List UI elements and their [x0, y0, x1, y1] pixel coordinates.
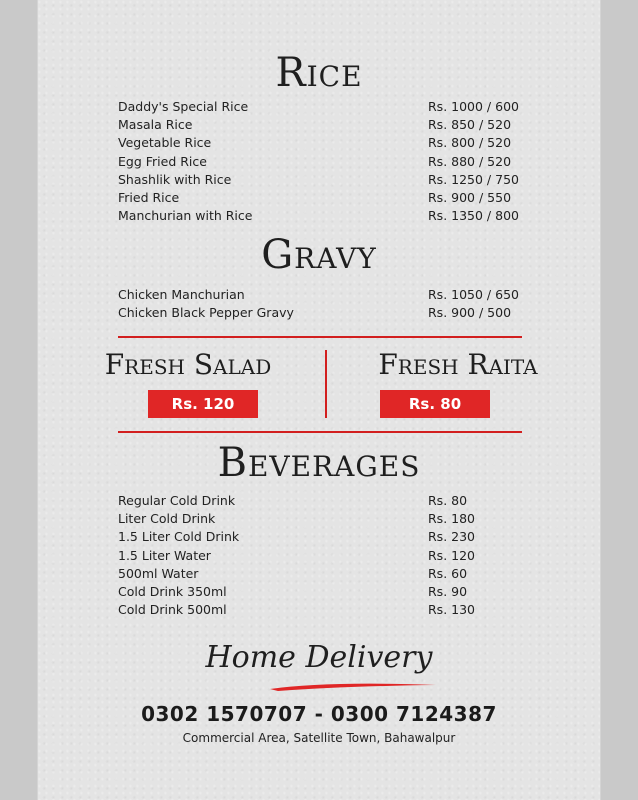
item-name: Egg Fried Rice — [118, 153, 207, 169]
list-item — [118, 584, 538, 602]
item-name: 1.5 Liter Water — [118, 547, 211, 563]
list-item — [118, 511, 538, 529]
item-price: Rs. 1000 / 600 — [428, 99, 519, 114]
item-price: Rs. 800 / 520 — [428, 135, 512, 151]
gravy-heading: Gravy — [261, 232, 377, 278]
list-item — [118, 208, 538, 226]
raita-heading: Fresh Raita — [378, 348, 538, 381]
item-name: Liter Cold Drink — [118, 511, 216, 527]
list-item — [118, 172, 538, 190]
list-item — [118, 154, 538, 172]
list-item — [118, 287, 538, 305]
beverages-heading: Beverages — [217, 440, 421, 486]
list-item — [118, 548, 538, 566]
rice-list — [118, 99, 538, 226]
raita-price-badge: Rs. 80 — [380, 390, 490, 418]
menu-page — [38, 0, 600, 800]
vertical-divider — [325, 350, 327, 418]
list-item — [118, 602, 538, 620]
item-name: Vegetable Rice — [118, 135, 212, 151]
list-item — [118, 493, 538, 511]
list-item — [118, 529, 538, 547]
item-name: Shashlik with Rice — [118, 171, 232, 187]
item-price: Rs. 1050 / 650 — [428, 287, 519, 302]
divider-top — [118, 336, 522, 338]
item-name: 1.5 Liter Cold Drink — [118, 529, 240, 545]
divider-bottom — [118, 431, 522, 433]
red-swoosh-decoration — [268, 680, 438, 692]
item-price: Rs. 60 — [428, 565, 468, 581]
item-price: Rs. 120 — [428, 547, 476, 563]
list-item — [118, 305, 538, 323]
item-name: Regular Cold Drink — [118, 493, 236, 508]
item-price: Rs. 900 / 500 — [428, 305, 512, 321]
item-name: Chicken Black Pepper Gravy — [118, 305, 294, 321]
list-item — [118, 190, 538, 208]
item-name: Fried Rice — [118, 189, 180, 205]
item-price: Rs. 900 / 550 — [428, 189, 512, 205]
item-price: Rs. 1350 / 800 — [428, 208, 519, 224]
list-item — [118, 566, 538, 584]
item-price: Rs. 1250 / 750 — [428, 171, 519, 187]
list-item — [118, 117, 538, 135]
item-name: Cold Drink 350ml — [118, 583, 227, 599]
item-name: Daddy's Special Rice — [118, 99, 249, 114]
item-price: Rs. 80 — [428, 493, 468, 508]
list-item — [118, 99, 538, 117]
item-price: Rs. 850 / 520 — [428, 117, 512, 133]
gravy-list — [118, 287, 538, 323]
item-price: Rs. 880 / 520 — [428, 153, 512, 169]
item-name: 500ml Water — [118, 565, 199, 581]
item-price: Rs. 90 — [428, 583, 468, 599]
home-delivery-heading: Home Delivery — [205, 640, 433, 675]
beverages-list — [118, 493, 538, 620]
item-name: Cold Drink 500ml — [118, 602, 227, 618]
item-name: Masala Rice — [118, 117, 193, 133]
salad-price-badge: Rs. 120 — [148, 390, 258, 418]
item-price: Rs. 130 — [428, 602, 476, 618]
item-price: Rs. 180 — [428, 511, 476, 527]
item-price: Rs. 230 — [428, 529, 476, 545]
salad-heading: Fresh Salad — [104, 348, 272, 381]
item-name: Chicken Manchurian — [118, 287, 245, 302]
phone-numbers: 0302 1570707 - 0300 7124387 — [141, 702, 497, 726]
rice-heading: Rice — [275, 50, 363, 96]
list-item — [118, 135, 538, 153]
address: Commercial Area, Satellite Town, Bahawalpur — [182, 731, 456, 745]
item-name: Manchurian with Rice — [118, 208, 253, 224]
